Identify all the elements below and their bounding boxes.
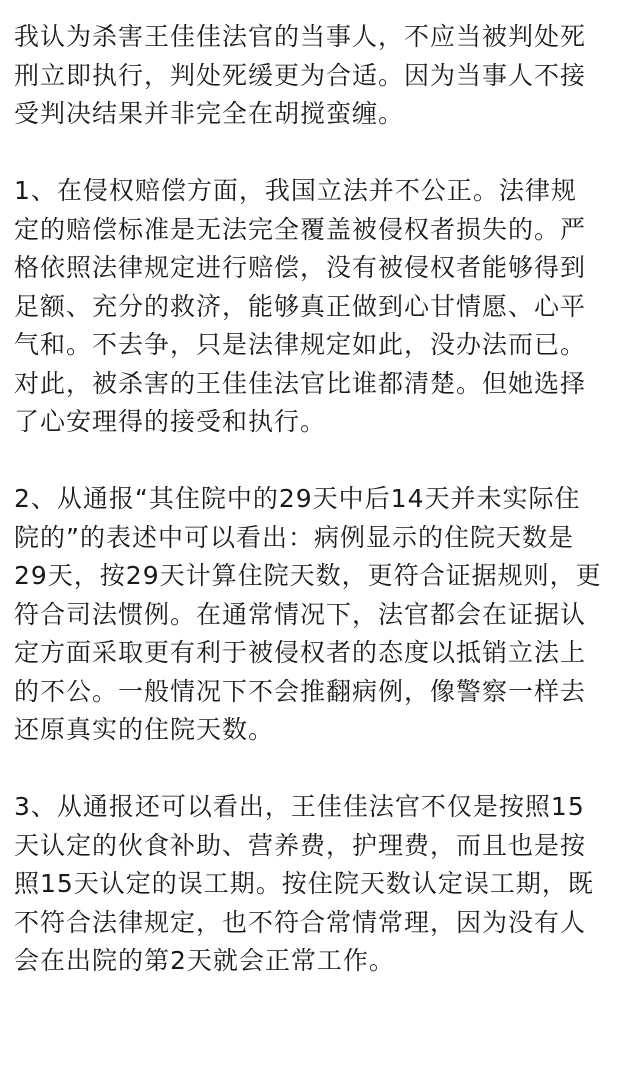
text-line: 了心安理得的接受和执行。 (14, 407, 327, 436)
paragraph-point-3 (14, 788, 611, 981)
paragraph-point-2 (14, 480, 611, 750)
paragraph-intro (14, 18, 611, 134)
text-line: 29天，按29天计算住院天数，更符合证据规则，更 (14, 561, 602, 590)
text-line: 照15天认定的误工期。按住院天数认定误工期，既 (14, 869, 594, 898)
text-line: 足额、充分的救济，能够真正做到心甘情愿、心平 (14, 291, 587, 321)
paragraph-point-1 (14, 172, 611, 442)
text-line: 定方面采取更有利于被侵权者的态度以抵销立法上 (14, 638, 587, 667)
text-line: 院的”的表述中可以看出：病例显示的住院天数是 (14, 522, 574, 552)
text-line: 对此，被杀害的王佳佳法官比谁都清楚。但她选择 (14, 368, 587, 398)
text-line: 会在出院的第2天就会正常工作。 (14, 946, 395, 975)
text-line: 不符合法律规定，也不符合常情常理，因为没有人 (14, 907, 587, 937)
text-line: 符合司法惯例。在通常情况下，法官都会在证据认 (14, 599, 587, 629)
text-line: 气和。不去争，只是法律规定如此，没办法而已。 (14, 330, 587, 359)
text-line: 我认为杀害王佳佳法官的当事人，不应当被判处死 (14, 22, 587, 51)
text-line: 3、从通报还可以看出，王佳佳法官不仅是按照15 (14, 792, 585, 821)
text-line: 还原真实的住院天数。 (14, 715, 275, 744)
text-line: 天认定的伙食补助、营养费，护理费，而且也是按 (14, 830, 587, 860)
paragraph-gap (14, 442, 611, 481)
text-line: 的不公。一般情况下不会推翻病例，像警察一样去 (14, 676, 587, 706)
text-line: 刑立即执行，判处死缓更为合适。因为当事人不接 (14, 60, 587, 90)
text-line: 定的赔偿标准是无法完全覆盖被侵权者损失的。严 (14, 214, 587, 244)
text-line: 格依照法律规定进行赔偿，没有被侵权者能够得到 (14, 253, 587, 282)
text-line: 受判决结果并非完全在胡搅蛮缠。 (14, 99, 405, 128)
paragraph-gap (14, 134, 611, 173)
paragraph-gap (14, 750, 611, 789)
text-line: 2、从通报“其住院中的29天中后14天并未实际住 (14, 484, 581, 513)
text-line: 1、在侵权赔偿方面，我国立法并不公正。法律规 (14, 176, 577, 205)
